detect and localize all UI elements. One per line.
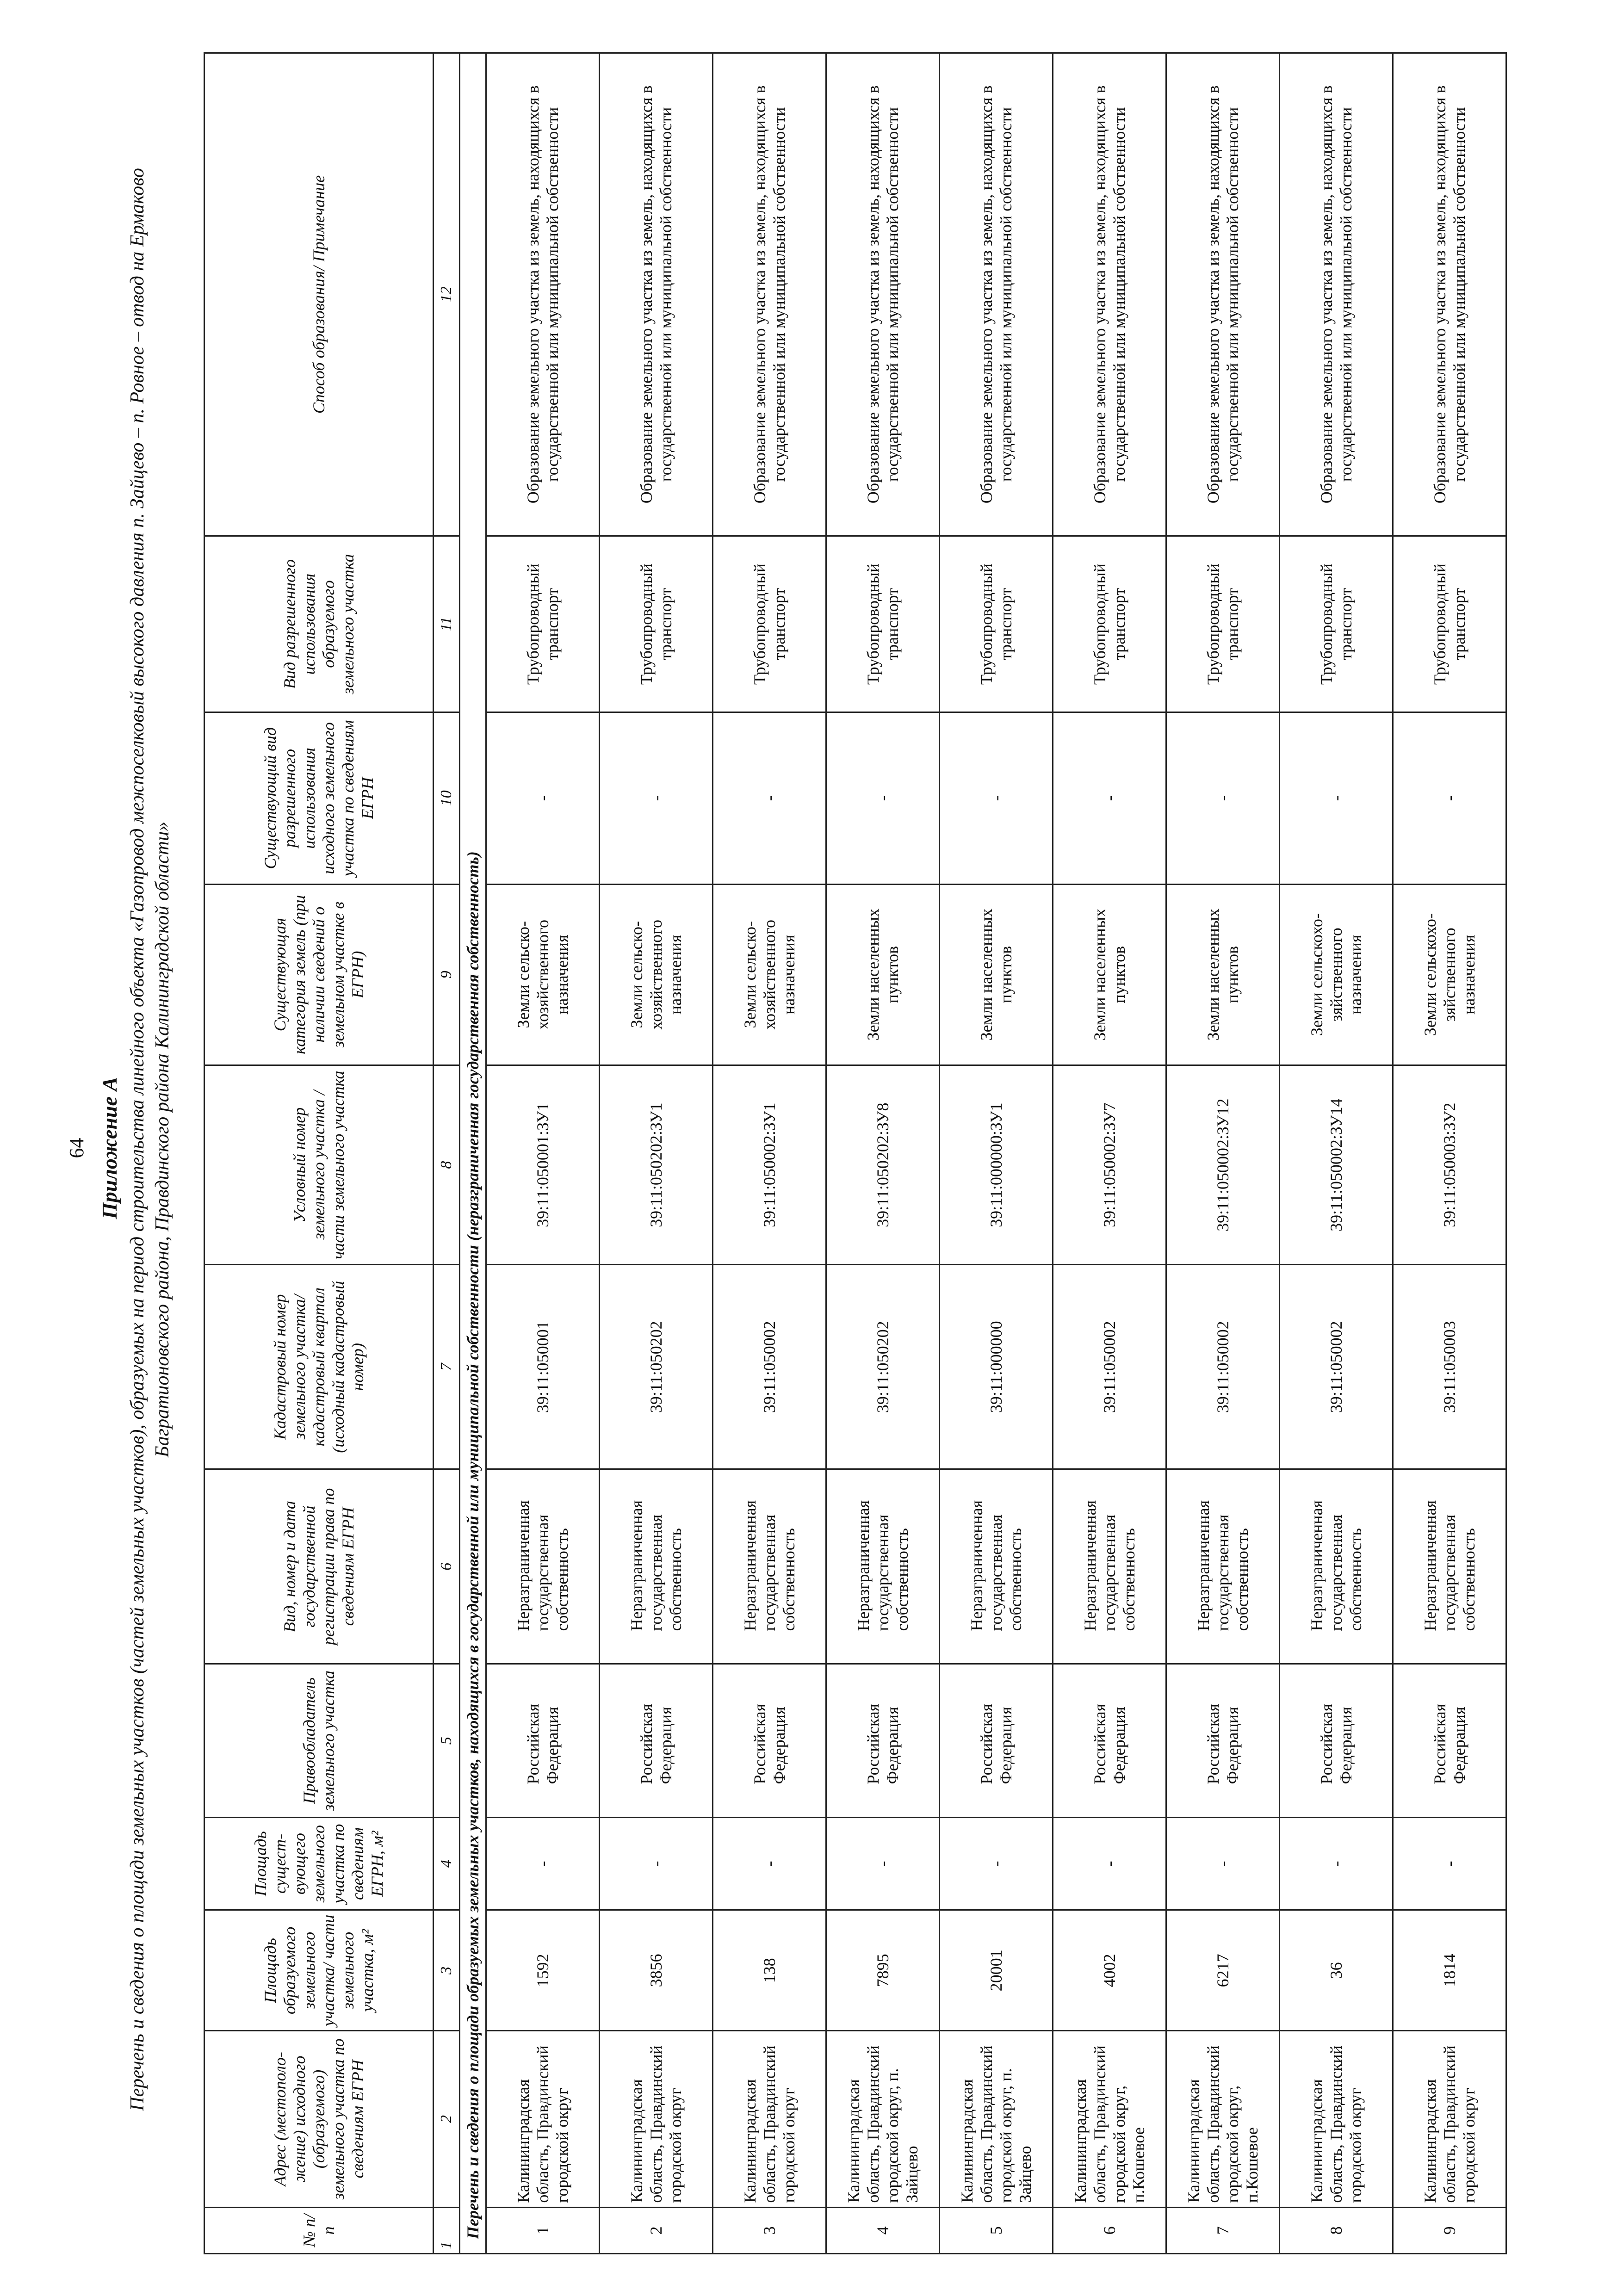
right-cell: Неразграниченная государственная собственность: [826, 1469, 940, 1665]
existing-area-cell: -: [1053, 1817, 1166, 1910]
method-cell: Образование земельного участка из земель, находящихся в государственной или муниципальной собственности: [1280, 53, 1393, 536]
header-cell: Вид разрешенного использования образуемого земельного участка: [204, 536, 434, 712]
conditional-number-cell: 39:11:050003:ЗУ2: [1393, 1065, 1506, 1265]
table-row: [1280, 53, 1393, 2254]
area-cell: 138: [713, 1910, 826, 2031]
existing-area-cell: -: [600, 1817, 713, 1910]
category-cell: Земли сельско-хозяйственного назначения: [600, 884, 713, 1065]
column-number: 3: [434, 1910, 460, 2031]
permitted-use-cell: Трубопроводный транспорт: [1053, 536, 1166, 712]
permitted-use-cell: Трубопроводный транспорт: [600, 536, 713, 712]
table-row: [486, 53, 600, 2254]
existing-area-cell: -: [826, 1817, 940, 1910]
column-number: 7: [434, 1265, 460, 1469]
address-cell: Калининградская область, Правдинский городской округ: [486, 2031, 600, 2207]
area-cell: 7895: [826, 1910, 940, 2031]
table-row: [1053, 53, 1166, 2254]
permitted-use-cell: Трубопроводный транспорт: [713, 536, 826, 712]
address-cell: Калининградская область, Правдинский городской округ: [1393, 2031, 1506, 2207]
existing-area-cell: -: [1166, 1817, 1280, 1910]
conditional-number-cell: 39:11:050002:ЗУ7: [1053, 1065, 1166, 1265]
table-row: [940, 53, 1053, 2254]
area-cell: 1592: [486, 1910, 600, 2031]
permitted-use-cell: Трубопроводный транспорт: [1393, 536, 1506, 712]
table-row: [826, 53, 940, 2254]
column-number: 10: [434, 712, 460, 884]
method-cell: Образование земельного участка из земель, находящихся в государственной или муниципальной собственности: [600, 53, 713, 536]
existing-use-cell: -: [600, 712, 713, 884]
owner-cell: Российская Федерация: [1166, 1664, 1280, 1817]
existing-area-cell: -: [486, 1817, 600, 1910]
header-cell: Кадастровый номер земельного участка/ кадастровый квартал (исходный кадастровый номер): [204, 1265, 434, 1469]
area-cell: 3856: [600, 1910, 713, 2031]
existing-use-cell: -: [1393, 712, 1506, 884]
table-row: [1166, 53, 1280, 2254]
right-cell: Неразграниченная государственная собственность: [1053, 1469, 1166, 1665]
cadastral-number-cell: 39:11:050002: [1280, 1265, 1393, 1469]
address-cell: Калининградская область, Правдинский городской округ, п.Кошевое: [1053, 2031, 1166, 2207]
row-number: 4: [826, 2207, 940, 2253]
category-cell: Земли сельско-хозяйственного назначения: [713, 884, 826, 1065]
category-cell: Земли сельскохо-зяйственного назначения: [1393, 884, 1506, 1065]
row-number: 9: [1393, 2207, 1506, 2253]
existing-use-cell: -: [940, 712, 1053, 884]
header-cell: № п/п: [204, 2207, 434, 2253]
column-number: 12: [434, 53, 460, 536]
existing-area-cell: -: [940, 1817, 1053, 1910]
category-cell: Земли населенных пунктов: [1053, 884, 1166, 1065]
table-row: [600, 53, 713, 2254]
column-number: 4: [434, 1817, 460, 1910]
table-row: [1393, 53, 1506, 2254]
existing-area-cell: -: [713, 1817, 826, 1910]
row-number: 7: [1166, 2207, 1280, 2253]
method-cell: Образование земельного участка из земель, находящихся в государственной или муниципальной собственности: [713, 53, 826, 536]
address-cell: Калининградская область, Правдинский городской округ, п.Кошевое: [1166, 2031, 1280, 2207]
category-cell: Земли населенных пунктов: [940, 884, 1053, 1065]
cadastral-number-cell: 39:11:050002: [1053, 1265, 1166, 1469]
row-number: 5: [940, 2207, 1053, 2253]
right-cell: Неразграниченная государственная собственность: [1166, 1469, 1280, 1665]
owner-cell: Российская Федерация: [600, 1664, 713, 1817]
cadastral-number-cell: 39:11:050002: [713, 1265, 826, 1469]
method-cell: Образование земельного участка из земель, находящихся в государственной или муниципальной собственности: [1393, 53, 1506, 536]
existing-use-cell: -: [713, 712, 826, 884]
address-cell: Калининградская область, Правдинский городской округ, п. Зайцево: [826, 2031, 940, 2207]
area-cell: 20001: [940, 1910, 1053, 2031]
cadastral-number-cell: 39:11:050002: [1166, 1265, 1280, 1469]
table-row: [713, 53, 826, 2254]
conditional-number-cell: 39:11:050202:ЗУ8: [826, 1065, 940, 1265]
column-number: 11: [434, 536, 460, 712]
row-number: 1: [486, 2207, 600, 2253]
column-number-row: [434, 53, 460, 2254]
existing-use-cell: -: [1166, 712, 1280, 884]
cadastral-number-cell: 39:11:050003: [1393, 1265, 1506, 1469]
row-number: 8: [1280, 2207, 1393, 2253]
cadastral-number-cell: 39:11:000000: [940, 1265, 1053, 1469]
category-cell: Земли населенных пунктов: [826, 884, 940, 1065]
header-cell: Адрес (местополо-жение) исходного (образуемого) земельного участка по сведениям ЕГРН: [204, 2031, 434, 2207]
header-cell: Площадь сущест-вующего земельного участка по сведениям ЕГРН, м²: [204, 1817, 434, 1910]
method-cell: Образование земельного участка из земель, находящихся в государственной или муниципальной собственности: [1166, 53, 1280, 536]
owner-cell: Российская Федерация: [1053, 1664, 1166, 1817]
conditional-number-cell: 39:11:050002:ЗУ14: [1280, 1065, 1393, 1265]
owner-cell: Российская Федерация: [486, 1664, 600, 1817]
area-cell: 1814: [1393, 1910, 1506, 2031]
page-number: 64: [65, 1138, 88, 1158]
right-cell: Неразграниченная государственная собственность: [940, 1469, 1053, 1665]
header-cell: Площадь образуемого земельного участка/ части земельного участка, м²: [204, 1910, 434, 2031]
cadastral-number-cell: 39:11:050202: [826, 1265, 940, 1469]
method-cell: Образование земельного участка из земель, находящихся в государственной или муниципальной собственности: [486, 53, 600, 536]
existing-area-cell: -: [1393, 1817, 1506, 1910]
method-cell: Образование земельного участка из земель, находящихся в государственной или муниципальной собственности: [826, 53, 940, 536]
permitted-use-cell: Трубопроводный транспорт: [940, 536, 1053, 712]
method-cell: Образование земельного участка из земель, находящихся в государственной или муниципальной собственности: [1053, 53, 1166, 536]
area-cell: 4002: [1053, 1910, 1166, 2031]
address-cell: Калининградская область, Правдинский городской округ, п. Зайцево: [940, 2031, 1053, 2207]
right-cell: Неразграниченная государственная собственность: [713, 1469, 826, 1665]
header-row: [204, 53, 434, 2254]
existing-area-cell: -: [1280, 1817, 1393, 1910]
header-cell: Вид, номер и дата государственной регистрации права по сведениям ЕГРН: [204, 1469, 434, 1665]
permitted-use-cell: Трубопроводный транспорт: [486, 536, 600, 712]
column-number: 5: [434, 1664, 460, 1817]
owner-cell: Российская Федерация: [713, 1664, 826, 1817]
column-number: 2: [434, 2031, 460, 2207]
header-cell: Существующий вид разрешенного использования исходного земельного участка по сведениям ЕГРН: [204, 712, 434, 884]
cadastral-number-cell: 39:11:050202: [600, 1265, 713, 1469]
owner-cell: Российская Федерация: [1393, 1664, 1506, 1817]
area-cell: 36: [1280, 1910, 1393, 2031]
appendix-title: Приложение А: [98, 1077, 121, 1219]
permitted-use-cell: Трубопроводный транспорт: [1280, 536, 1393, 712]
address-cell: Калининградская область, Правдинский городской округ: [600, 2031, 713, 2207]
header-cell: Существующая категория земель (при наличии сведений о земельном участке в ЕГРН): [204, 884, 434, 1065]
conditional-number-cell: 39:11:050002:ЗУ12: [1166, 1065, 1280, 1265]
method-cell: Образование земельного участка из земель, находящихся в государственной или муниципальной собственности: [940, 53, 1053, 536]
header-cell: Правообладатель земельного участка: [204, 1664, 434, 1817]
existing-use-cell: -: [486, 712, 600, 884]
row-number: 6: [1053, 2207, 1166, 2253]
permitted-use-cell: Трубопроводный транспорт: [1166, 536, 1280, 712]
area-cell: 6217: [1166, 1910, 1280, 2031]
permitted-use-cell: Трубопроводный транспорт: [826, 536, 940, 712]
category-cell: Земли сельскохо-зяйственного назначения: [1280, 884, 1393, 1065]
address-cell: Калининградская область, Правдинский городской округ: [1280, 2031, 1393, 2207]
category-cell: Земли сельско-хозяйственного назначения: [486, 884, 600, 1065]
column-number: 8: [434, 1065, 460, 1265]
category-cell: Земли населенных пунктов: [1166, 884, 1280, 1065]
column-number: 1: [434, 2207, 460, 2253]
conditional-number-cell: 39:11:000000:ЗУ1: [940, 1065, 1053, 1265]
right-cell: Неразграниченная государственная собственность: [486, 1469, 600, 1665]
cadastral-number-cell: 39:11:050001: [486, 1265, 600, 1469]
row-number: 3: [713, 2207, 826, 2253]
existing-use-cell: -: [1280, 712, 1393, 884]
right-cell: Неразграниченная государственная собственность: [1280, 1469, 1393, 1665]
row-number: 2: [600, 2207, 713, 2253]
column-number: 6: [434, 1469, 460, 1665]
conditional-number-cell: 39:11:050002:ЗУ1: [713, 1065, 826, 1265]
owner-cell: Российская Федерация: [1280, 1664, 1393, 1817]
right-cell: Неразграниченная государственная собственность: [1393, 1469, 1506, 1665]
section-title: Перечень и сведения о площади образуемых земельных участков, находящихся в государственной или муниципальной собственности (неразграниченная государственная собственность): [460, 53, 486, 2254]
column-number: 9: [434, 884, 460, 1065]
table-caption: Перечень и сведения о площади земельных участков (частей земельных участков), образуемых на период строительства линейного объекта «Газопровод межпоселковый высокого давления п. Зайцево – п. Ровное – отвод на Ермаково Багратионовского района, Правдинского района Калининградской области»: [127, 168, 173, 2111]
right-cell: Неразграниченная государственная собственность: [600, 1469, 713, 1665]
conditional-number-cell: 39:11:050001:ЗУ1: [486, 1065, 600, 1265]
header-cell: Условный номер земельного участка /части земельного участка: [204, 1065, 434, 1265]
owner-cell: Российская Федерация: [940, 1664, 1053, 1817]
existing-use-cell: -: [1053, 712, 1166, 884]
section-row: [460, 53, 486, 2254]
address-cell: Калининградская область, Правдинский городской округ: [713, 2031, 826, 2207]
header-cell: Способ образования/ Примечание: [204, 53, 434, 536]
conditional-number-cell: 39:11:050202:ЗУ1: [600, 1065, 713, 1265]
land-plots-table: [204, 52, 1507, 2254]
existing-use-cell: -: [826, 712, 940, 884]
owner-cell: Российская Федерация: [826, 1664, 940, 1817]
